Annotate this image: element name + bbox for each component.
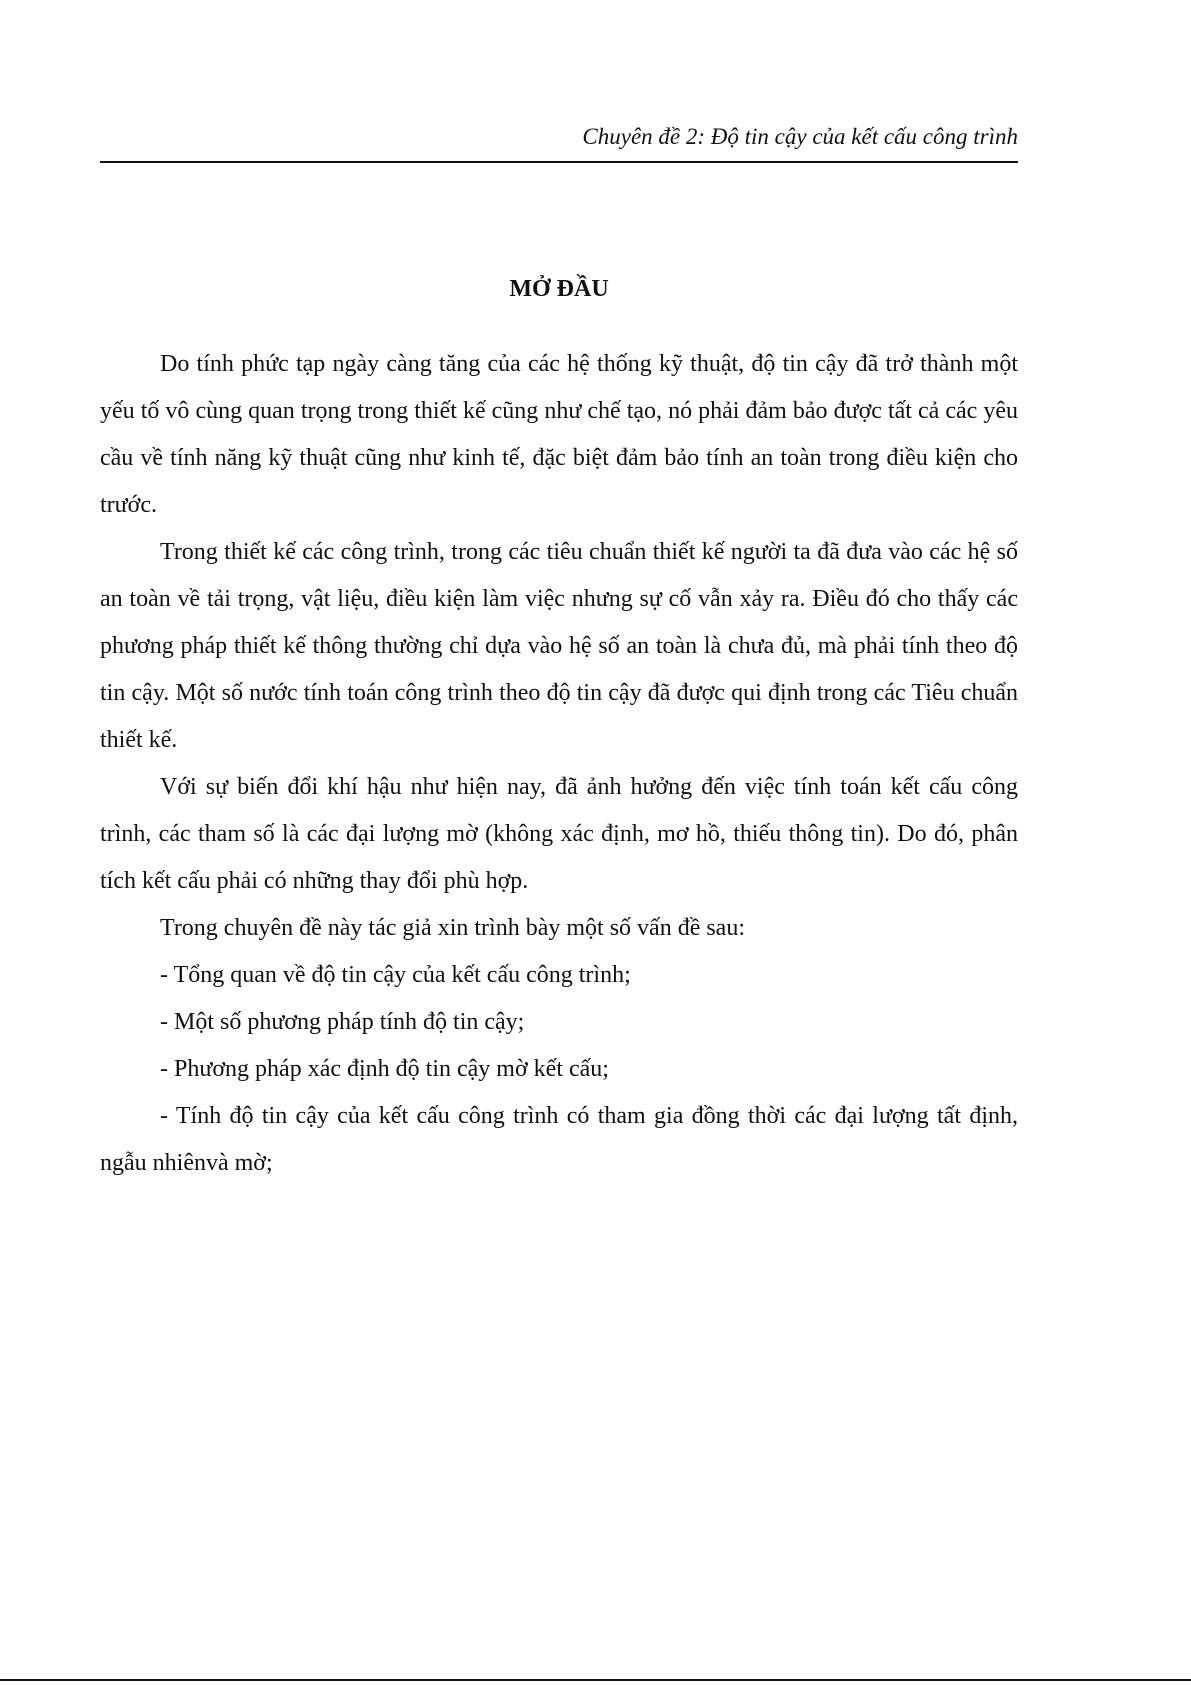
paragraph-topics-intro: Trong chuyên đề này tác giả xin trình bày một số vấn đề sau: <box>160 915 745 941</box>
paragraph-design-standards: Trong thiết kế các công trình, trong các tiêu chuẩn thiết kế người ta đã đưa vào các hệ số an toàn về tải trọng, vật liệu, điều kiện làm việc nhưng sự cố vẫn xảy ra. Điều đó cho thấy các phương pháp thiết kế thông thường chỉ dựa vào hệ số an toàn là chưa đủ, mà phải tính theo độ tin cậy. Một số nước tính toán công trình theo độ tin cậy đã được qui định trong các Tiêu chuẩn thiết kế. <box>100 539 1018 753</box>
list-item-overview: - Tổng quan về độ tin cậy của kết cấu công trình; <box>160 962 631 988</box>
body-text <box>100 341 1018 1187</box>
header-rule <box>100 161 1018 163</box>
list-item-fuzzy-reliability: - Phương pháp xác định độ tin cậy mờ kết cấu; <box>160 1056 609 1082</box>
list-item-methods: - Một số phương pháp tính độ tin cậy; <box>160 1009 525 1035</box>
running-header: Chuyên đề 2: Độ tin cậy của kết cấu công trình <box>582 124 1018 149</box>
list-item-combined-reliability: - Tính độ tin cậy của kết cấu công trình có tham gia đồng thời các đại lượng tất định, ngẫu nhiênvà mờ; <box>100 1103 1018 1176</box>
bottom-rule <box>0 1679 1191 1681</box>
paragraph-intro: Do tính phức tạp ngày càng tăng của các hệ thống kỹ thuật, độ tin cậy đã trở thành một yếu tố vô cùng quan trọng trong thiết kế cũng như chế tạo, nó phải đảm bảo được tất cả các yêu cầu về tính năng kỹ thuật cũng như kinh tế, đặc biệt đảm bảo tính an toàn trong điều kiện cho trước. <box>100 351 1018 518</box>
section-title: MỞ ĐẦU <box>509 276 609 302</box>
paragraph-climate-change: Với sự biến đổi khí hậu như hiện nay, đã ảnh hưởng đến việc tính toán kết cấu công trình, các tham số là các đại lượng mờ (không xác định, mơ hồ, thiếu thông tin). Do đó, phân tích kết cấu phải có những thay đổi phù hợp. <box>100 774 1018 894</box>
